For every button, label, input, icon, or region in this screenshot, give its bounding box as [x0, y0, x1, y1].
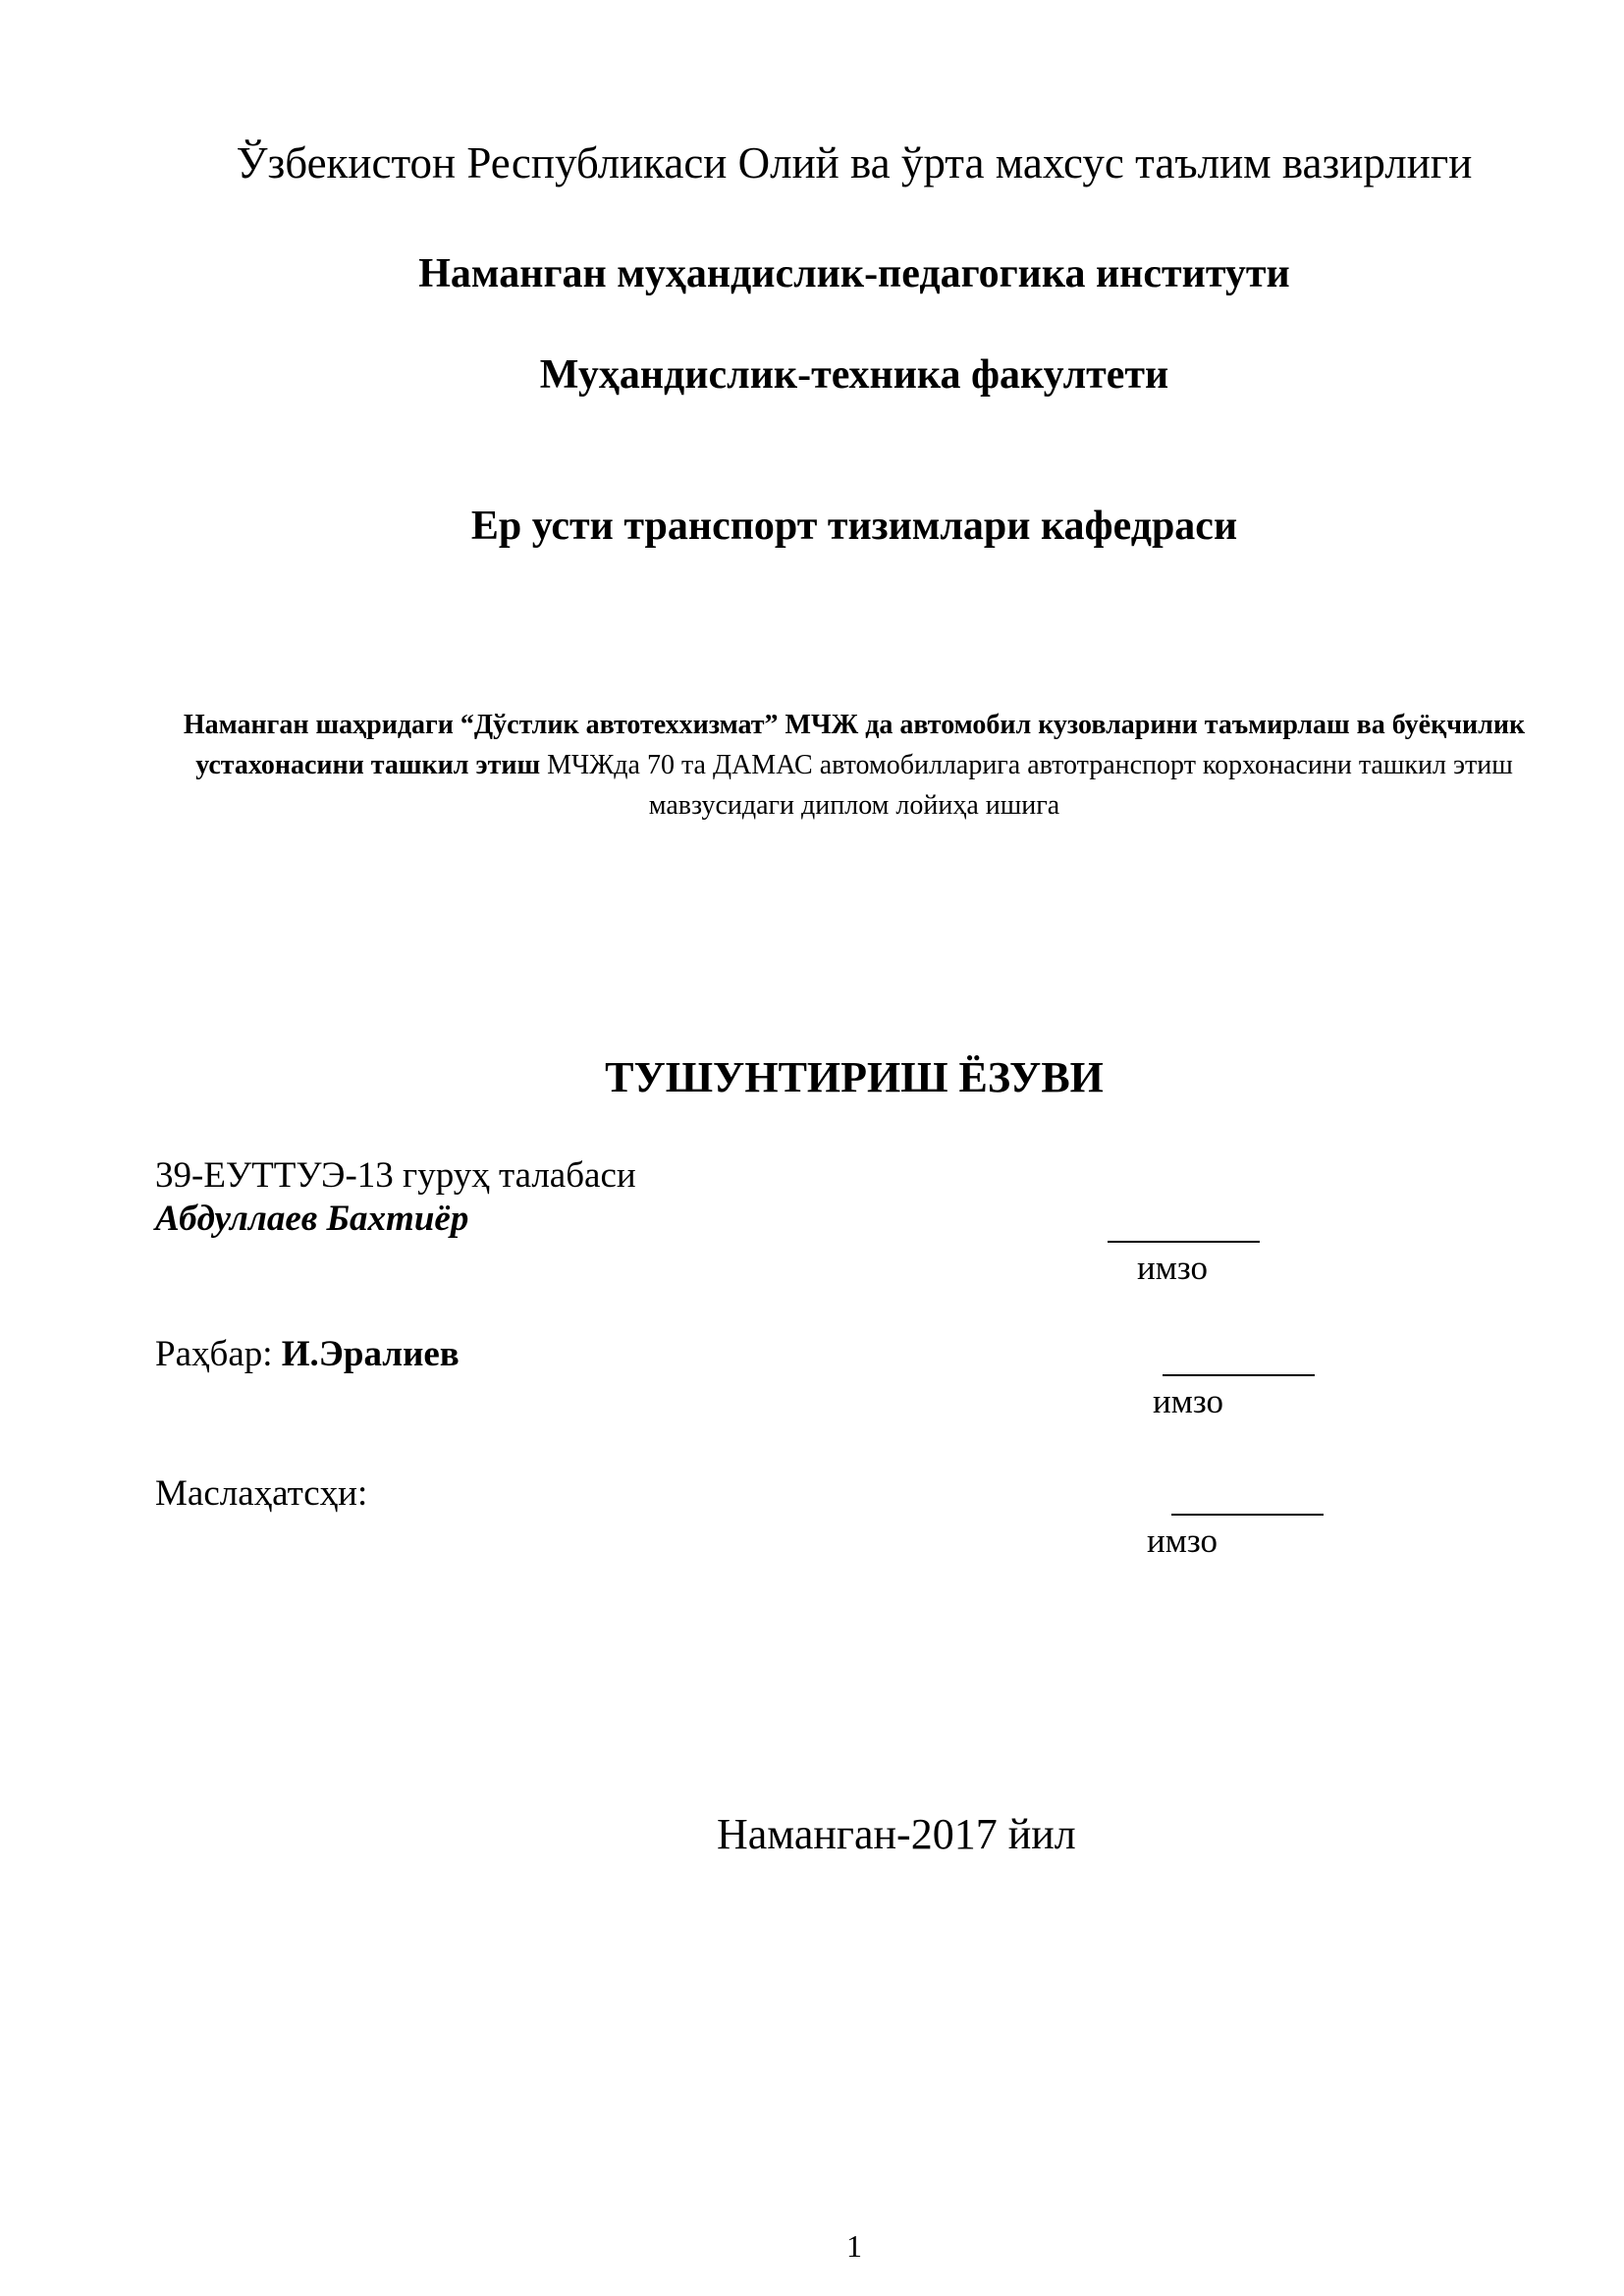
consultant-signature-label: имзо: [1147, 1522, 1218, 1560]
student-group-label: 39-ЕУТТУЭ-13 гуруҳ талабаси: [155, 1155, 636, 1196]
page-number: 1: [846, 2228, 862, 2264]
supervisor-line: [155, 1333, 460, 1375]
faculty-heading: Муҳандислик-техника факултети: [539, 352, 1169, 398]
city-year: Наманган-2017 йил: [717, 1810, 1076, 1858]
topic-regular-part: МЧЖда 70 та ДАМАС автомобилларига автотранспорт корхонасини ташкил этиш мавзусидаги диплом лойиҳа ишига: [540, 750, 1513, 821]
supervisor-label: Раҳбар:: [155, 1334, 282, 1374]
consultant-label: Маслаҳатсҳи:: [155, 1473, 368, 1514]
supervisor-signature-line: [1163, 1374, 1315, 1376]
supervisor-name: И.Эралиев: [281, 1334, 460, 1374]
ministry-heading: Ўзбекистон Республикаси Олий ва ўрта махсус таълим вазирлиги: [236, 138, 1473, 187]
department-heading: Ер усти транспорт тизимлари кафедраси: [470, 504, 1238, 549]
document-title: ТУШУНТИРИШ ЁЗУВИ: [605, 1053, 1104, 1101]
consultant-signature-line: [1171, 1514, 1324, 1516]
topic-bold-part: Наманган шаҳридаги “Дўстлик автотеххизмат” МЧЖ да автомобил кузовларини таъмирлаш ва буёқчилик устахонасини ташкил этиш: [183, 710, 1526, 780]
student-name: Абдуллаев Бахтиёр: [155, 1199, 469, 1239]
student-signature-line: [1108, 1241, 1260, 1243]
student-signature-label: имзо: [1137, 1249, 1208, 1287]
supervisor-signature-label: имзо: [1153, 1382, 1223, 1420]
project-topic: [147, 705, 1561, 826]
institute-heading: Наманган муҳандислик-педагогика институти: [418, 251, 1290, 296]
